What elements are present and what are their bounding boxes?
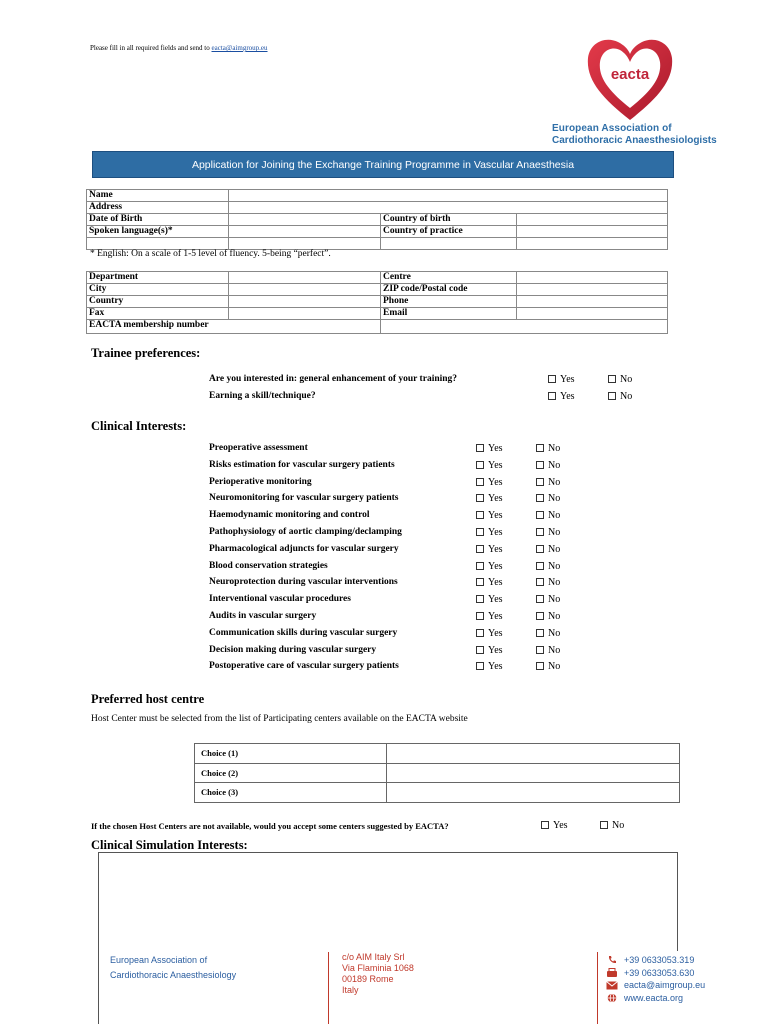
yes-option[interactable]: Yes [548, 374, 575, 385]
clinical-heading: Clinical Interests: [91, 419, 187, 433]
no-option[interactable]: No [536, 561, 560, 572]
no-option[interactable]: No [536, 460, 560, 471]
address-label: Address [87, 202, 229, 214]
no-option[interactable]: No [608, 374, 632, 385]
phone-icon [606, 955, 618, 965]
checkbox[interactable] [536, 494, 544, 502]
no-option[interactable]: No [608, 391, 632, 402]
checkbox[interactable] [536, 629, 544, 637]
clinical-interest-label: Perioperative monitoring [209, 476, 312, 487]
country-birth-label: Country of birth [381, 214, 517, 226]
yes-option[interactable]: Yes [476, 594, 503, 605]
choice-label: Choice (3) [195, 783, 387, 803]
email-link[interactable]: eacta@aimgroup.eu [211, 44, 268, 52]
trainee-question: Earning a skill/technique? [209, 391, 316, 401]
phone-field[interactable] [517, 296, 668, 308]
dob-field[interactable] [229, 214, 381, 226]
checkbox[interactable] [476, 646, 484, 654]
country-practice-label: Country of practice [381, 226, 517, 238]
footer-divider [597, 952, 598, 1024]
yes-option[interactable]: Yes [476, 577, 503, 588]
address-line: Italy [342, 985, 359, 995]
clinical-interest-label: Neuroprotection during vascular interventions [209, 577, 398, 588]
eacta-heart-logo [582, 34, 678, 122]
checkbox[interactable] [476, 612, 484, 620]
languages-label: Spoken language(s)* [87, 226, 229, 238]
footer-email-link[interactable]: eacta@aimgroup.eu [624, 980, 706, 991]
checkbox[interactable] [608, 375, 616, 383]
simulation-heading: Clinical Simulation Interests: [91, 838, 248, 852]
country-birth-field[interactable] [517, 214, 668, 226]
yes-option[interactable]: Yes [476, 477, 503, 488]
checkbox[interactable] [476, 461, 484, 469]
email-field[interactable] [517, 308, 668, 320]
country-field[interactable] [229, 296, 381, 308]
no-option[interactable]: No [536, 645, 560, 656]
footer-divider [328, 952, 329, 1024]
clinical-interest-label: Risks estimation for vascular surgery patients [209, 459, 395, 470]
checkbox[interactable] [476, 494, 484, 502]
host-note: Host Center must be selected from the list of Participating centers available on the EACTA website [91, 714, 468, 724]
checkbox[interactable] [536, 646, 544, 654]
fax-field[interactable] [229, 308, 381, 320]
checkbox[interactable] [476, 478, 484, 486]
no-option[interactable]: No [536, 544, 560, 555]
footer-org [110, 954, 236, 981]
country-practice-field[interactable] [517, 226, 668, 238]
clinical-interest-label: Communication skills during vascular surgery [209, 627, 398, 638]
checkbox[interactable] [548, 375, 556, 383]
phone-label: Phone [381, 296, 517, 308]
checkbox[interactable] [476, 444, 484, 452]
yes-option[interactable]: Yes [476, 611, 503, 622]
alt-centres-question: If the chosen Host Centers are not available, would you accept some centers suggested by EACTA? [91, 821, 449, 831]
yes-option[interactable]: Yes [476, 628, 503, 639]
checkbox[interactable] [536, 545, 544, 553]
checkbox[interactable] [476, 528, 484, 536]
city-field[interactable] [229, 284, 381, 296]
no-option[interactable]: No [536, 510, 560, 521]
checkbox[interactable] [536, 595, 544, 603]
yes-option[interactable]: Yes [541, 820, 568, 831]
checkbox[interactable] [476, 595, 484, 603]
no-option[interactable]: No [536, 527, 560, 538]
checkbox[interactable] [536, 662, 544, 670]
languages-field[interactable] [229, 226, 381, 238]
no-option[interactable]: No [536, 493, 560, 504]
department-label: Department [87, 272, 229, 284]
checkbox[interactable] [536, 478, 544, 486]
personal-details-table [86, 189, 668, 250]
logo-text: eacta [610, 66, 650, 83]
clinical-interest-label: Neuromonitoring for vascular surgery patients [209, 493, 399, 504]
footer-org-line1: European Association of [110, 955, 208, 965]
fluency-footnote: * English: On a scale of 1-5 level of fluency. 5-being “perfect”. [90, 249, 331, 259]
org-name-line2: Cardiothoracic Anaesthesiologists [552, 135, 717, 146]
checkbox[interactable] [476, 545, 484, 553]
divider [98, 950, 99, 1024]
checkbox[interactable] [536, 511, 544, 519]
clinical-interest-label: Decision making during vascular surgery [209, 644, 377, 655]
envelope-icon [606, 980, 618, 990]
form-title: Application for Joining the Exchange Training Programme in Vascular Anaesthesia [92, 151, 674, 178]
footer-web-link[interactable]: www.eacta.org [624, 992, 684, 1003]
checkbox[interactable] [476, 578, 484, 586]
clinical-interest-label: Pathophysiology of aortic clamping/declamping [209, 527, 402, 537]
yes-option[interactable]: Yes [476, 561, 503, 572]
checkbox[interactable] [600, 821, 608, 829]
clinical-interest-label: Interventional vascular procedures [209, 594, 351, 605]
checkbox[interactable] [476, 629, 484, 637]
clinical-interest-label: Pharmacological adjuncts for vascular surgery [209, 543, 399, 554]
no-option[interactable]: No [536, 661, 560, 672]
country-label: Country [87, 296, 229, 308]
fax-row: +39 0633053.630 [606, 967, 705, 980]
footer-contacts [606, 954, 705, 1004]
name-label: Name [87, 190, 229, 202]
empty-label [381, 238, 517, 250]
zip-field[interactable] [517, 284, 668, 296]
checkbox[interactable] [536, 612, 544, 620]
no-option[interactable]: No [536, 611, 560, 622]
simulation-textarea[interactable] [98, 852, 678, 951]
host-heading: Preferred host centre [91, 692, 205, 706]
checkbox[interactable] [536, 578, 544, 586]
host-choice-table [194, 743, 680, 803]
no-option[interactable]: No [536, 628, 560, 639]
name-field[interactable] [229, 190, 668, 202]
yes-option[interactable]: Yes [476, 493, 503, 504]
instructions-note: Please fill in all required fields and send to eacta@aimgroup.eu [90, 44, 268, 52]
email-label: Email [381, 308, 517, 320]
fax-icon [606, 968, 618, 978]
no-option[interactable]: No [536, 443, 560, 454]
fax-label: Fax [87, 308, 229, 320]
trainee-heading: Trainee preferences: [91, 346, 201, 360]
membership-field[interactable] [381, 320, 668, 334]
checkbox[interactable] [476, 662, 484, 670]
languages-extra-label [87, 238, 229, 250]
phone-row: +39 0633053.319 [606, 954, 705, 967]
centre-label: Centre [381, 272, 517, 284]
trainee-question: Are you interested in: general enhancement of your training? [209, 374, 458, 384]
choice-field[interactable] [387, 744, 680, 764]
checkbox[interactable] [476, 511, 484, 519]
yes-option[interactable]: Yes [476, 443, 503, 454]
membership-label: EACTA membership number [87, 320, 381, 334]
clinical-interest-label: Preoperative assessment [209, 443, 308, 453]
checkbox[interactable] [608, 392, 616, 400]
address-field[interactable] [229, 202, 668, 214]
checkbox[interactable] [541, 821, 549, 829]
clinical-interest-label: Postoperative care of vascular surgery patients [209, 661, 399, 672]
email-row [606, 979, 705, 992]
no-option[interactable]: No [536, 577, 560, 588]
org-name-line1: European Association of [552, 123, 672, 134]
footer-address [342, 952, 414, 996]
languages-extra-field[interactable] [229, 238, 381, 250]
city-label: City [87, 284, 229, 296]
no-option[interactable]: No [600, 820, 624, 831]
checkbox[interactable] [536, 528, 544, 536]
dob-label: Date of Birth [87, 214, 229, 226]
footer-org-line2: Cardiothoracic Anaesthesiology [110, 970, 237, 980]
address-line: c/o AIM Italy Srl [342, 952, 405, 962]
choice-label: Choice (1) [195, 744, 387, 764]
department-field[interactable] [229, 272, 381, 284]
clinical-interest-label: Blood conservation strategies [209, 560, 328, 571]
yes-option[interactable]: Yes [476, 661, 503, 672]
yes-option[interactable]: Yes [476, 544, 503, 555]
yes-option[interactable]: Yes [476, 460, 503, 471]
choice-field[interactable] [387, 783, 680, 803]
work-details-table [86, 271, 668, 334]
address-line: Via Flaminia 1068 [342, 963, 414, 973]
clinical-interest-label: Audits in vascular surgery [209, 611, 317, 621]
yes-option[interactable]: Yes [476, 510, 503, 521]
address-line: 00189 Rome [342, 974, 394, 984]
zip-label: ZIP code/Postal code [381, 284, 517, 296]
web-row [606, 992, 705, 1005]
centre-field[interactable] [517, 272, 668, 284]
checkbox[interactable] [536, 562, 544, 570]
choice-field[interactable] [387, 763, 680, 783]
yes-option[interactable]: Yes [548, 391, 575, 402]
clinical-interest-label: Haemodynamic monitoring and control [209, 510, 370, 521]
yes-option[interactable]: Yes [476, 527, 503, 538]
checkbox[interactable] [476, 562, 484, 570]
no-option[interactable]: No [536, 594, 560, 605]
globe-icon [606, 993, 618, 1003]
checkbox[interactable] [548, 392, 556, 400]
choice-label: Choice (2) [195, 763, 387, 783]
yes-option[interactable]: Yes [476, 645, 503, 656]
checkbox[interactable] [536, 444, 544, 452]
no-option[interactable]: No [536, 477, 560, 488]
empty-field[interactable] [517, 238, 668, 250]
checkbox[interactable] [536, 461, 544, 469]
